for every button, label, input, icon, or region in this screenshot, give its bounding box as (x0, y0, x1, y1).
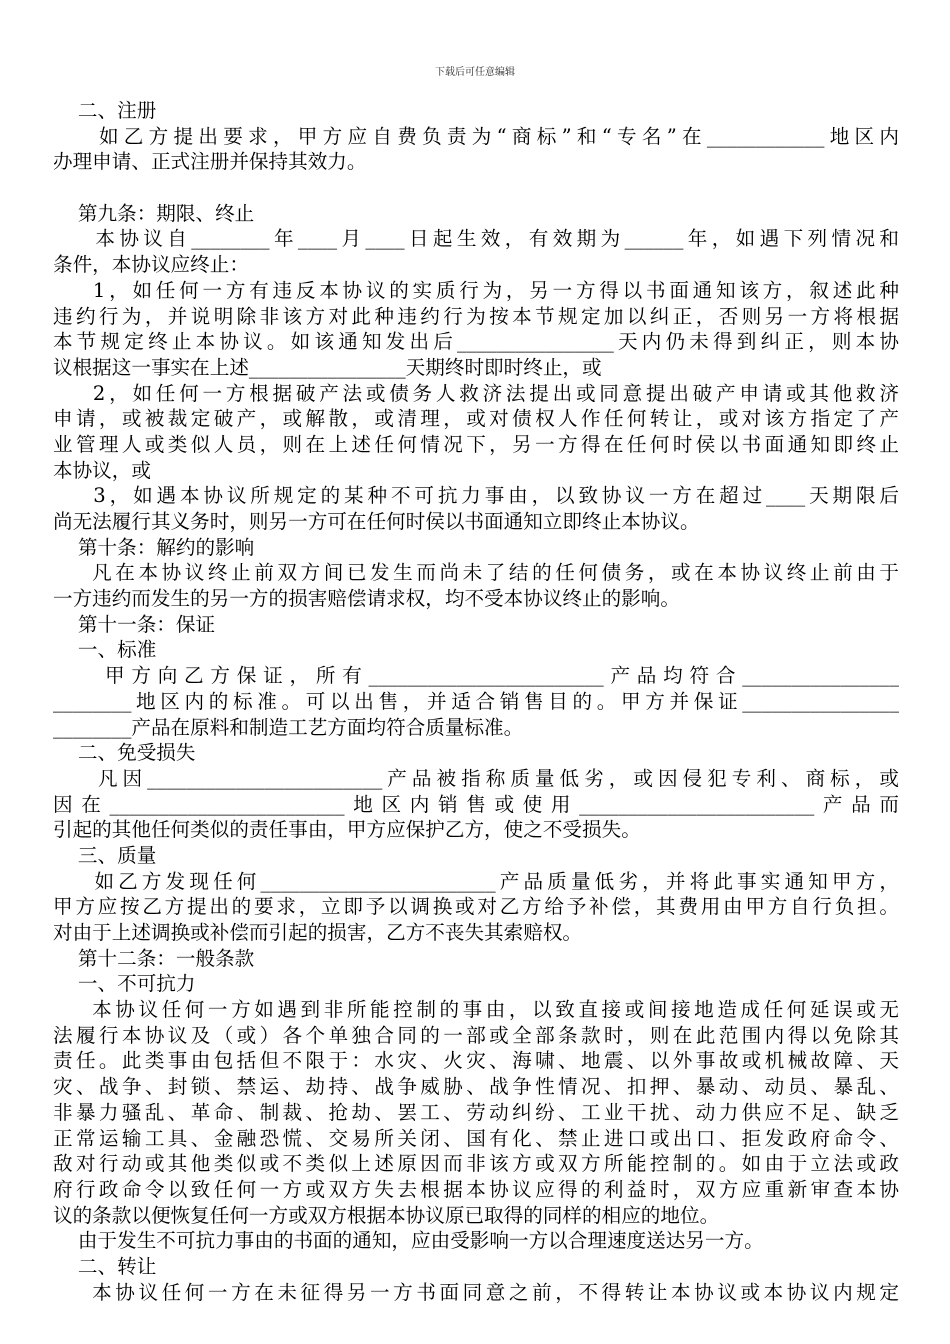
text-line: 引起的其他任何类似的责任事由，甲方应保护乙方，使之不受损失。 (53, 818, 641, 842)
text-line: 甲方向乙方保证，所有________________________产品均符合________________ (53, 664, 899, 688)
text-line: 法履行本协议及（或）各个单独合同的一部或全部条款时，则在此范围内得以免除其 (53, 1023, 899, 1047)
text-line: 正常运输工具、金融恐慌、交易所关闭、国有化、禁止进口或出口、拒发政府命令、 (53, 1126, 899, 1150)
text-line: 第十一条：保证 (53, 612, 216, 636)
text-line: 二、转让 (53, 1254, 157, 1278)
page-header: 下载后可任意编辑 (435, 67, 515, 78)
text-line: 凡在本协议终止前双方间已发生而尚未了结的任何债务，或在本协议终止前由于 (53, 561, 899, 585)
text-line: 府行政命令以致任何一方或双方失去根据本协议应得的利益时，双方应重新审查本协 (53, 1177, 899, 1201)
text-line: 尚无法履行其义务时，则另一方可在任何时侯以书面通知立即终止本协议。 (53, 510, 700, 533)
text-line: 一、标准 (53, 638, 157, 662)
text-line: 甲方应按乙方提出的要求，立即予以调换或对乙方给予补偿，其费用由甲方自行负担。 (53, 895, 899, 919)
text-line: 一方违约而发生的另一方的损害赔偿请求权，均不受本协议终止的影响。 (53, 587, 680, 611)
text-line: 第十条：解约的影响 (53, 535, 255, 559)
text-line: 违约行为，并说明除非该方对此种违约行为按本节规定加以纠正，否则另一方将根据 (53, 304, 899, 328)
text-line: 议的条款以便恢复任何一方或双方根据本协议原已取得的同样的相应的地位。 (53, 1203, 720, 1227)
text-line: 对由于上述调换或补偿而引起的损害，乙方不丧失其索赔权。 (53, 921, 583, 944)
document-body (53, 98, 899, 1305)
text-line: 灾、战争、封锁、禁运、劫持、战争威胁、战争性情况、扣押、暴动、动员、暴乱、 (53, 1075, 899, 1099)
text-line: 二、注册 (53, 99, 157, 122)
text-line: 一、不可抗力 (53, 972, 196, 996)
text-line: 如乙方发现任何________________________产品质量低劣，并将此事实通知甲方， (53, 869, 899, 893)
text-line: 因在________________________地区内销售或使用________________________产品而 (53, 792, 899, 816)
text-line: ________地区内的标准。可以出售，并适合销售目的。甲方并保证________________ (53, 689, 899, 713)
text-line: 条件，本协议应终止： (53, 253, 249, 277)
text-line: 由于发生不可抗力事由的书面的通知，应由受影响一方以合理速度送达另一方。 (53, 1229, 764, 1253)
text-line: 二、免受损失 (53, 741, 196, 765)
text-line: 2，如任何一方根据破产法或债务人救济法提出或同意提出破产申请或其他救济 (53, 381, 899, 405)
text-line: 议根据这一事实在上述________________天期终时即时终止，或 (53, 355, 602, 379)
blank-line (53, 175, 899, 201)
text-line: 非暴力骚乱、革命、制裁、抢劫、罢工、劳动纠纷、工业干扰、动力供应不足、缺乏 (53, 1100, 899, 1124)
text-line: 如乙方提出要求，甲方应自费负责为“商标”和“专名”在____________地区内 (53, 124, 899, 148)
text-line: 凡因________________________产品被指称质量低劣，或因侵犯专利、商标，或 (53, 766, 899, 790)
text-line: 本协议任何一方在未征得另一方书面同意之前，不得转让本协议或本协议内规定 (53, 1280, 899, 1304)
text-line: 本协议，或 (53, 458, 151, 482)
text-line: 申请，或被裁定破产，或解散，或清理，或对债权人作任何转让，或对该方指定了产 (53, 407, 899, 431)
text-line: 三、质量 (53, 843, 157, 867)
text-line: 责任。此类事由包括但不限于：水灾、火灾、海啸、地震、以外事故或机械故障、天 (53, 1049, 899, 1073)
text-line: 3，如遇本协议所规定的某种不可抗力事由，以致协议一方在超过____天期限后 (53, 484, 899, 508)
text-line: 本节规定终止本协议。如该通知发出后________________天内仍未得到纠正，则本协 (53, 330, 899, 354)
text-line: 本协议任何一方如遇到非所能控制的事由，以致直接或间接地造成任何延误或无 (53, 998, 899, 1022)
text-line: 业管理人或类似人员，则在上述任何情况下，另一方得在任何时侯以书面通知即终止 (53, 432, 899, 456)
text-line: 第九条：期限、终止 (53, 201, 255, 225)
text-line: 本协议自________年____月____日起生效，有效期为______年，如遇下列情况和 (53, 227, 899, 251)
text-line: ________产品在原料和制造工艺方面均符合质量标准。 (53, 715, 524, 739)
text-line: 1，如任何一方有违反本协议的实质行为，另一方得以书面通知该方，叙述此种 (53, 278, 899, 302)
text-line: 办理申请、正式注册并保持其效力。 (53, 150, 367, 174)
text-line: 第十二条：一般条款 (53, 946, 255, 970)
text-line: 敌对行动或其他类似或不类似上述原因而非该方或双方所能控制的。如由于立法或政 (53, 1152, 899, 1176)
